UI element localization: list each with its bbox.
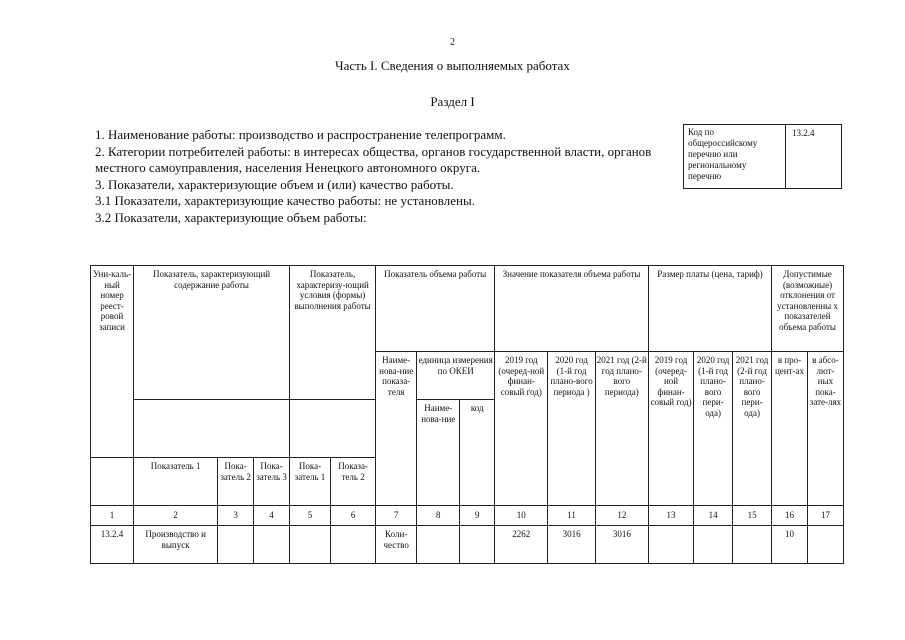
row-cell-empty [254, 526, 290, 564]
row-cell-empty [417, 526, 460, 564]
row-cell-empty [648, 526, 693, 564]
row-value-2020: 3016 [548, 526, 595, 564]
col-number: 8 [417, 506, 460, 526]
header-dev-absolute: в абсо-лют-ных пока-зате-лях [807, 352, 843, 506]
header-val-2019: 2019 год (очеред-ной финан-совый год) [495, 352, 548, 506]
header-unique-number: Уни-каль-ный номер реест-ровой записи [91, 266, 134, 458]
table-row [91, 526, 844, 564]
row-cell-empty [331, 526, 376, 564]
item-consumers: 2. Категории потребителей работы: в интересах общества, органов государственной власти, органов местного самоуправления, населения Ненецкого автономного округа. [95, 143, 652, 175]
row-cell-empty [218, 526, 254, 564]
header-fee-size: Размер платы (цена, тариф) [648, 266, 771, 352]
registry-code-box [683, 124, 842, 189]
col-number: 2 [134, 506, 218, 526]
col-number: 3 [218, 506, 254, 526]
header-vol-name: Наиме-нова-ние показа-теля [376, 352, 417, 506]
col-number: 1 [91, 506, 134, 526]
col-number: 16 [772, 506, 808, 526]
row-content: Производство и выпуск [134, 526, 218, 564]
col-number: 9 [460, 506, 495, 526]
col-number: 15 [733, 506, 772, 526]
row-code: 13.2.4 [91, 526, 134, 564]
work-description [95, 127, 665, 226]
registry-code-value: 13.2.4 [792, 128, 815, 138]
item-indicators: 3. Показатели, характеризующие объем и (или) качество работы. [95, 176, 454, 192]
header-unit-name: Наиме-нова-ние [417, 400, 460, 506]
header-blank [91, 458, 134, 506]
header-volume-value: Значение показателя объема работы [495, 266, 649, 352]
row-value-2021: 3016 [595, 526, 648, 564]
column-numbers-row [91, 506, 844, 526]
header-content-ind1: Показатель 1 [134, 458, 218, 506]
row-cell-empty [733, 526, 772, 564]
row-indicator: Коли-чество [376, 526, 417, 564]
header-val-2021: 2021 год (2-й год плано-вого периода) [595, 352, 648, 506]
row-cell-empty [807, 526, 843, 564]
header-cond-ind2: Показа-тель 2 [331, 458, 376, 506]
header-content-ind3: Пока-затель 3 [254, 458, 290, 506]
col-number: 4 [254, 506, 290, 526]
row-cell-empty [290, 526, 331, 564]
header-val-2020: 2020 год (1-й год плано-вого периода ) [548, 352, 595, 506]
col-number: 14 [694, 506, 733, 526]
item-quality: 3.1 Показатели, характеризующие качество работы: не установлены. [95, 193, 475, 208]
row-cell-empty [694, 526, 733, 564]
part-title: Часть I. Сведения о выполняемых работах [335, 58, 570, 73]
header-fee-2020: 2020 год (1-й год плано-вого пери-ода) [694, 352, 733, 506]
col-number: 13 [648, 506, 693, 526]
col-number: 17 [807, 506, 843, 526]
row-deviation-percent: 10 [772, 526, 808, 564]
header-unit: единица измерения по ОКЕИ [417, 352, 495, 400]
col-number: 6 [331, 506, 376, 526]
col-number: 11 [548, 506, 595, 526]
header-unit-code: код [460, 400, 495, 506]
header-deviations: Допустимые (возможные) отклонения от установленны х показателей объема работы [772, 266, 844, 352]
header-content-ind2: Пока-затель 2 [218, 458, 254, 506]
item-work-name: 1. Наименование работы: производство и распространение телепрограмм. [95, 127, 506, 142]
header-conditions-indicator: Показатель, характеризу-ющий условия (формы) выполнения работы [290, 266, 376, 400]
volume-table [90, 265, 844, 564]
header-fee-2019: 2019 год (очеред-ной финан-совый год) [648, 352, 693, 506]
item-volume: 3.2 Показатели, характеризующие объем работы: [95, 209, 367, 225]
row-cell-empty [460, 526, 495, 564]
header-content-blank [134, 400, 290, 458]
header-conditions-blank [290, 400, 376, 458]
row-value-2019: 2262 [495, 526, 548, 564]
header-volume-indicator: Показатель объема работы [376, 266, 495, 352]
header-content-indicator: Показатель, характеризующий содержание работы [134, 266, 290, 400]
header-fee-2021: 2021 год (2-й год плано-вого пери-ода) [733, 352, 772, 506]
col-number: 10 [495, 506, 548, 526]
registry-code-label: Код по общероссийскому перечню или региональному перечню [684, 125, 786, 188]
col-number: 12 [595, 506, 648, 526]
page-number: 2 [450, 37, 455, 48]
header-cond-ind1: Пока-затель 1 [290, 458, 331, 506]
header-dev-percent: в про-цент-ах [772, 352, 808, 506]
col-number: 7 [376, 506, 417, 526]
col-number: 5 [290, 506, 331, 526]
section-title: Раздел I [430, 94, 475, 109]
